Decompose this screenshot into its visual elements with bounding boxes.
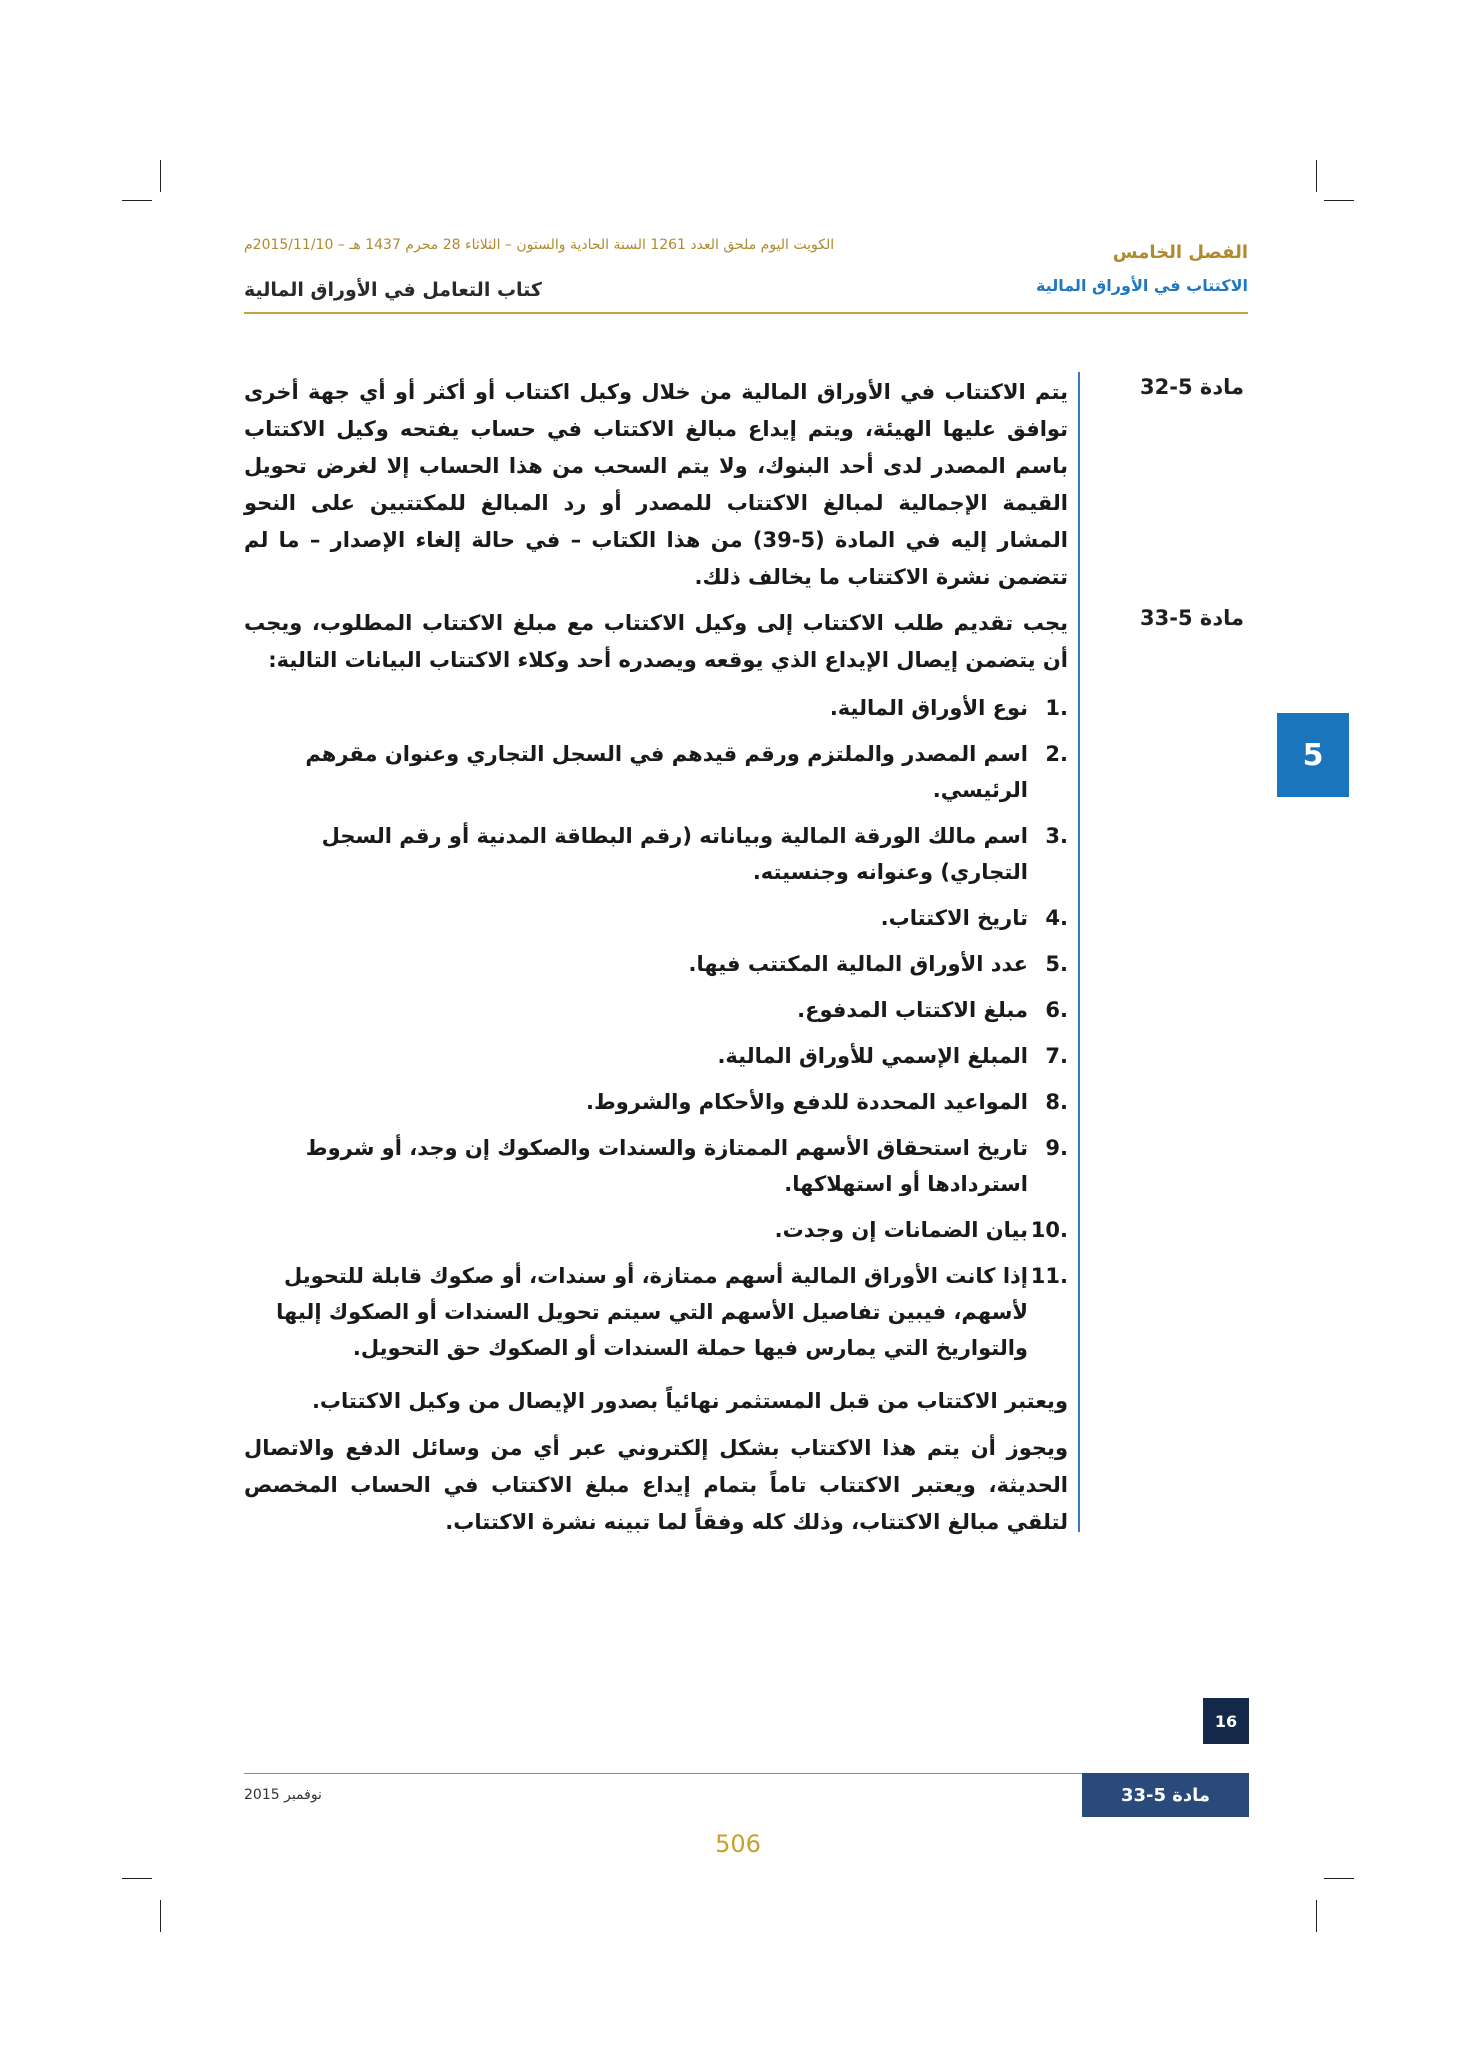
list-item xyxy=(244,1130,1068,1202)
crop-mark xyxy=(1324,1878,1354,1879)
list-item-number: 11. xyxy=(1030,1264,1068,1288)
list-item-number: 10. xyxy=(1030,1218,1068,1242)
list-item-text: اسم مالك الورقة المالية وبياناته (رقم البطاقة المدنية أو رقم السجل التجاري) وعنوانه وجنسيته. xyxy=(321,824,1028,884)
list-item-text: المواعيد المحددة للدفع والأحكام والشروط. xyxy=(585,1090,1028,1114)
crop-mark xyxy=(122,200,152,201)
list-item-text: نوع الأوراق المالية. xyxy=(829,696,1028,720)
list-item xyxy=(244,1038,1068,1074)
list-item xyxy=(244,1084,1068,1120)
book-title: كتاب التعامل في الأوراق المالية xyxy=(244,279,542,301)
list-item-number: 1. xyxy=(1045,696,1068,720)
gazette-line: الكويت اليوم ملحق العدد 1261 السنة الحادية والستون – الثلاثاء 28 محرم 1437 هـ – 2015/11/10م xyxy=(244,237,835,253)
page-number: 506 xyxy=(715,1830,761,1858)
article-label-33: مادة 5-33 xyxy=(1140,606,1244,630)
crop-mark xyxy=(160,1900,161,1932)
list-item-number: 4. xyxy=(1045,906,1068,930)
list-item-number: 6. xyxy=(1045,998,1068,1022)
content-vertical-rule xyxy=(1078,372,1080,1532)
list-item-text: بيان الضمانات إن وجدت. xyxy=(774,1218,1028,1242)
list-item-number: 5. xyxy=(1045,952,1068,976)
footer-divider xyxy=(244,1773,1082,1774)
chapter-subtitle: الاكتتاب في الأوراق المالية xyxy=(1035,276,1248,295)
list-item xyxy=(244,690,1068,726)
list-item-number: 9. xyxy=(1045,1136,1068,1160)
header-divider xyxy=(244,312,1248,314)
article-text-32: يتم الاكتتاب في الأوراق المالية من خلال وكيل اكتتاب أو أكثر أو أي جهة أخرى توافق عليها الهيئة، ويتم إيداع مبالغ الاكتتاب في حساب يفتحه وكيل الاكتتاب باسم المصدر لدى أحد البنوك، ولا يتم السحب من هذا الحساب إلا لغرض تحويل القيمة الإجمالية لمبالغ الاكتتاب للمصدر أو رد المبالغ للمكتتبين على النحو المشار إليه في المادة (5-39) من هذا الكتاب – في حالة إلغاء الإصدار – ما لم تتضمن نشرة الاكتتاب ما يخالف ذلك. xyxy=(244,380,1068,589)
footer-date: نوفمبر 2015 xyxy=(244,1787,322,1803)
list-item-number: 8. xyxy=(1045,1090,1068,1114)
crop-mark xyxy=(1324,200,1354,201)
list-item xyxy=(244,900,1068,936)
chapter-tab-marker: 5 xyxy=(1277,713,1349,797)
crop-mark xyxy=(160,160,161,192)
list-item xyxy=(244,818,1068,890)
list-item-number: 7. xyxy=(1045,1044,1068,1068)
list-item xyxy=(244,992,1068,1028)
article-intro-33: يجب تقديم طلب الاكتتاب إلى وكيل الاكتتاب مع مبلغ الاكتتاب المطلوب، ويجب أن يتضمن إيصال الإيداع الذي يوقعه ويصدره أحد وكلاء الاكتتاب البيانات التالية: xyxy=(244,611,1068,672)
article-33-final-paragraph: ويعتبر الاكتتاب من قبل المستثمر نهائياً بصدور الإيصال من وكيل الاكتتاب. xyxy=(311,1389,1068,1413)
list-item-text: عدد الأوراق المالية المكتتب فيها. xyxy=(688,952,1028,976)
list-item-text: اسم المصدر والملتزم ورقم قيدهم في السجل التجاري وعنوان مقرهم الرئيسي. xyxy=(305,742,1028,802)
crop-mark xyxy=(122,1878,152,1879)
article-33-electronic-paragraph: ويجوز أن يتم هذا الاكتتاب بشكل إلكتروني عبر أي من وسائل الدفع والاتصال الحديثة، ويعتبر الاكتتاب تاماً بتمام إيداع مبلغ الاكتتاب في الحساب المخصص لتلقي مبالغ الاكتتاب، وذلك كله وفقاً لما تبينه نشرة الاكتتاب. xyxy=(244,1436,1068,1534)
list-item-text: مبلغ الاكتتاب المدفوع. xyxy=(797,998,1028,1022)
list-item-text: المبلغ الإسمي للأوراق المالية. xyxy=(717,1044,1028,1068)
chapter-title: الفصل الخامس xyxy=(1112,242,1248,263)
article-label-32: مادة 5-32 xyxy=(1140,375,1244,399)
footer-article-tag: مادة 5-33 xyxy=(1082,1773,1249,1817)
list-item-text: تاريخ الاكتتاب. xyxy=(880,906,1028,930)
list-item-text: إذا كانت الأوراق المالية أسهم ممتازة، أو سندات، أو صكوك قابلة للتحويل لأسهم، فيبين تفاصيل الأسهم التي سيتم تحويل السندات أو الصكوك إليها والتواريخ التي يمارس فيها حملة السندات أو الصكوك حق التحويل. xyxy=(276,1264,1028,1360)
list-item-number: 3. xyxy=(1045,824,1068,848)
list-item xyxy=(244,736,1068,808)
list-item xyxy=(244,1258,1068,1366)
article-33-list xyxy=(244,690,1068,1376)
section-page-box: 16 xyxy=(1203,1698,1249,1744)
list-item-number: 2. xyxy=(1045,742,1068,766)
crop-mark xyxy=(1316,160,1317,192)
crop-mark xyxy=(1316,1900,1317,1932)
list-item xyxy=(244,946,1068,982)
list-item xyxy=(244,1212,1068,1248)
list-item-text: تاريخ استحقاق الأسهم الممتازة والسندات والصكوك إن وجد، أو شروط استردادها أو استهلاكها. xyxy=(305,1136,1028,1196)
